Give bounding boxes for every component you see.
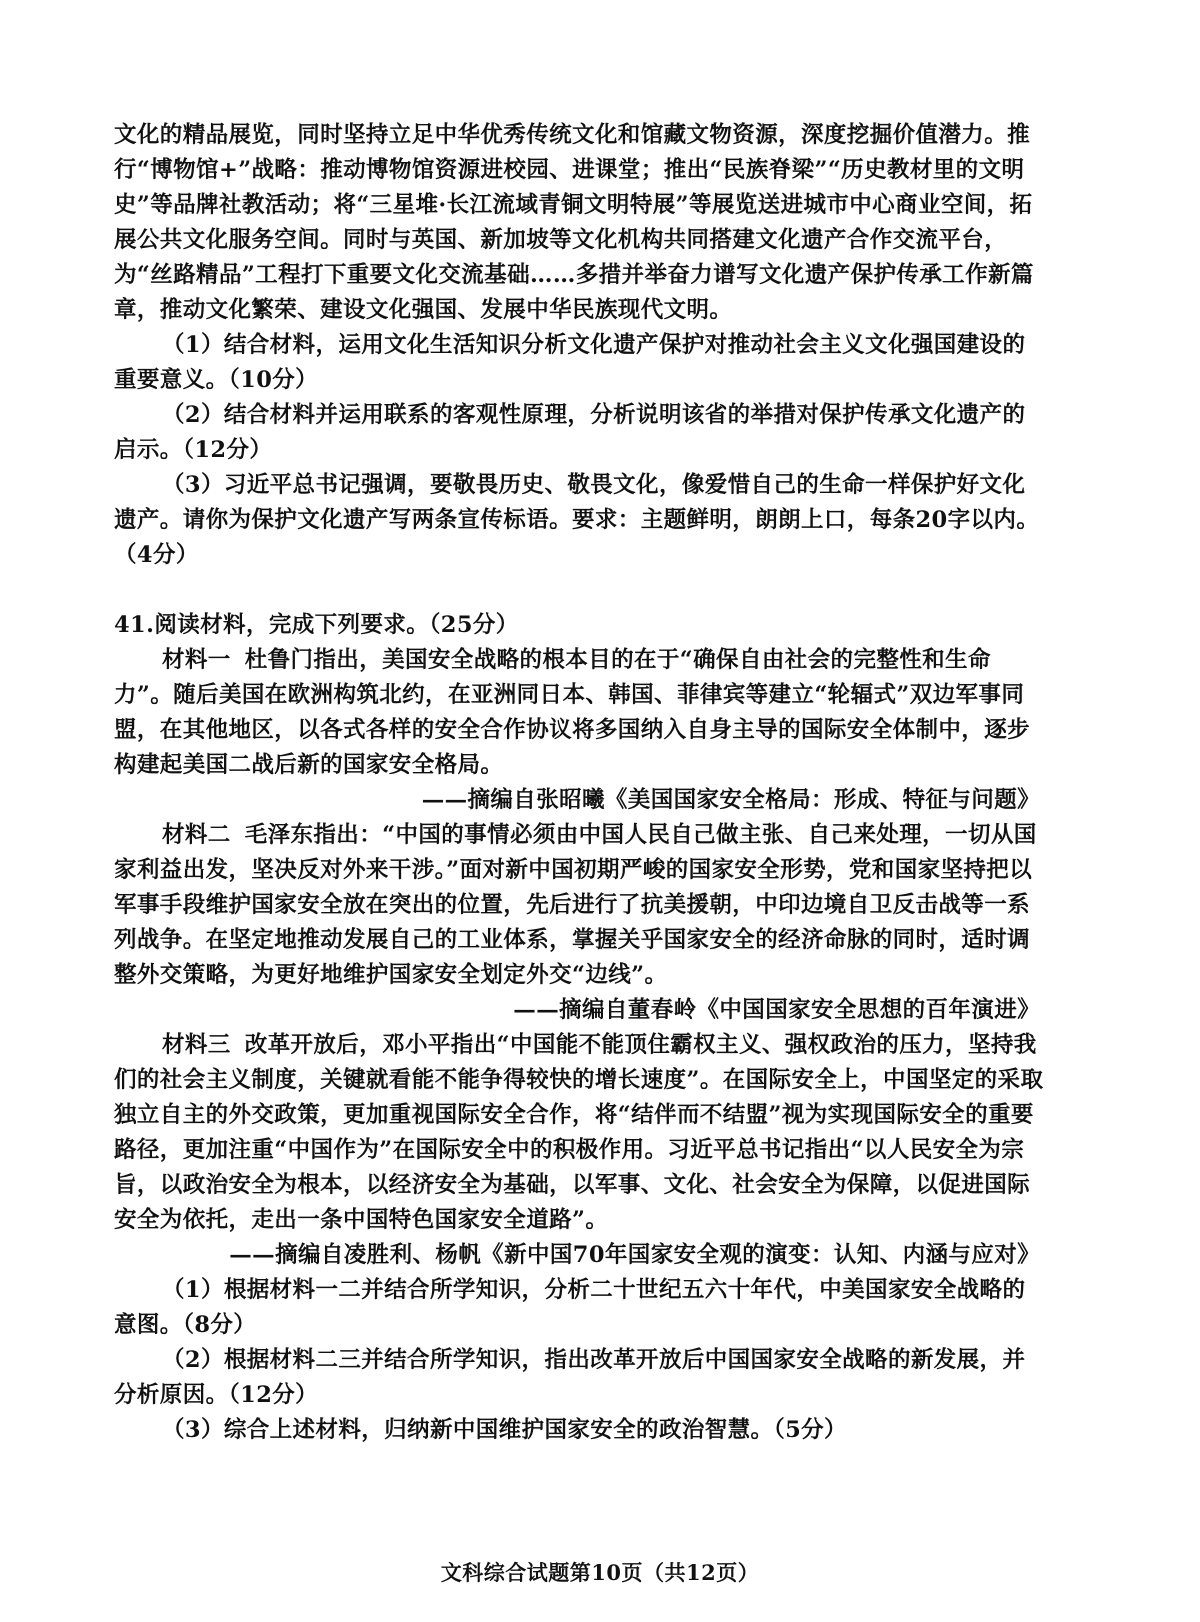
page-content <box>114 118 1046 1448</box>
material-3-source: ——摘编自凌胜利、杨帆《新中国70年国家安全观的演变：认知、内涵与应对》 <box>229 1242 1040 1268</box>
q41-subquestion-2: （2）根据材料二三并结合所学知识，指出改革开放后中国国家安全战略的新发展，并分析原因。（12分） <box>114 1347 1026 1408</box>
q41-heading: 41.阅读材料，完成下列要求。（25分） <box>114 612 519 638</box>
q40-subquestion-1: （1）结合材料，运用文化生活知识分析文化遗产保护对推动社会主义文化强国建设的重要意义。（10分） <box>114 332 1026 393</box>
material-1 <box>114 643 1046 783</box>
material-3-label: 材料三 <box>162 1032 231 1058</box>
material-3-text: 改革开放后，邓小平指出“中国能不能顶住霸权主义、强权政治的压力，坚持我们的社会主义制度，关键就看能不能争得较快的增长速度”。在国际安全上，中国坚定的采取独立自主的外交政策，更加重视国际安全合作，将“结伴而不结盟”视为实现国际安全的重要路径，更加注重“中国作为”在国际安全中的积极作用。习近平总书记指出“以人民安全为宗旨，以政治安全为根本，以经济安全为基础，以军事、文化、社会安全为保障，以促进国际安全为依托，走出一条中国特色国家安全道路”。 <box>114 1032 1044 1233</box>
q40-subquestion-3: （3）习近平总书记强调，要敬畏历史、敬畏文化，像爱惜自己的生命一样保护好文化遗产。请你为保护文化遗产写两条宣传标语。要求：主题鲜明，朗朗上口，每条20字以内。（4分） <box>114 472 1040 568</box>
material-2-label: 材料二 <box>162 822 231 848</box>
material-2-source: ——摘编自董春岭《中国国家安全思想的百年演进》 <box>513 997 1040 1023</box>
q41-subquestion-3: （3）综合上述材料，归纳新中国维护国家安全的政治智慧。（5分） <box>162 1417 847 1443</box>
material-1-text: 杜鲁门指出，美国安全战略的根本目的在于“确保自由社会的完整性和生命力”。随后美国在欧洲构筑北约，在亚洲同日本、韩国、菲律宾等建立“轮辐式”双边军事同盟，在其他地区，以各式各样的安全合作协议将多国纳入自身主导的国际安全体制中，逐步构建起美国二战后新的国家安全格局。 <box>114 647 1031 778</box>
material-2 <box>114 818 1046 993</box>
q40-subquestion-2: （2）结合材料并运用联系的客观性原理，分析说明该省的举措对保护传承文化遗产的启示。（12分） <box>114 402 1026 463</box>
passage-continuation: 文化的精品展览，同时坚持立足中华优秀传统文化和馆藏文物资源，深度挖掘价值潜力。推行“博物馆+”战略：推动博物馆资源进校园、进课堂；推出“民族脊梁”“历史教材里的文明史”等品牌社教活动；将“三星堆·长江流域青铜文明特展”等展览送进城市中心商业空间，拓展公共文化服务空间。同时与英国、新加坡等文化机构共同搭建文化遗产合作交流平台，为“丝路精品”工程打下重要文化交流基础……多措并举奋力谱写文化遗产保护传承工作新篇章，推动文化繁荣、建设文化强国、发展中华民族现代文明。 <box>114 122 1034 323</box>
material-1-label: 材料一 <box>162 647 231 673</box>
q41-subquestion-1: （1）根据材料一二并结合所学知识，分析二十世纪五六十年代，中美国家安全战略的意图。（8分） <box>114 1277 1026 1338</box>
material-3 <box>114 1028 1046 1238</box>
material-1-source: ——摘编自张昭曦《美国国家安全格局：形成、特征与问题》 <box>421 787 1040 813</box>
material-2-text: 毛泽东指出：“中国的事情必须由中国人民自己做主张、自己来处理，一切从国家利益出发，坚决反对外来干涉。”面对新中国初期严峻的国家安全形势，党和国家坚持把以军事手段维护国家安全放在突出的位置，先后进行了抗美援朝，中印边境自卫反击战等一系列战争。在坚定地推动发展自己的工业体系，掌握关乎国家安全的经济命脉的同时，适时调整外交策略，为更好地维护国家安全划定外交“边线”。 <box>114 822 1037 988</box>
page-footer: 文科综合试题第10页（共12页） <box>440 1560 760 1585</box>
